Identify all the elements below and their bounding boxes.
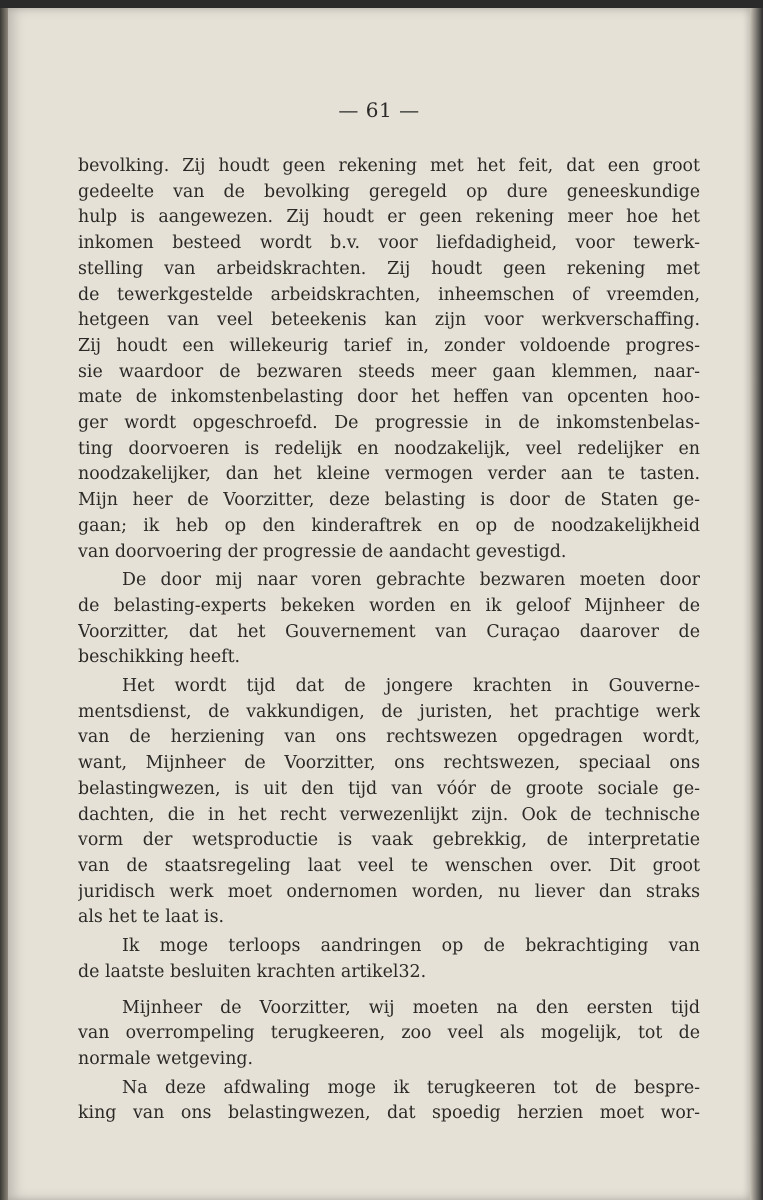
text-line: mate de inkomstenbelasting door het heffen van opcenten hoo- xyxy=(78,387,700,408)
text-line: gedeelte van de bevolking geregeld op dure geneeskundige xyxy=(78,181,700,202)
text-line: Na deze afdwaling moge ik terugkeeren tot de bespre- xyxy=(122,1077,700,1098)
text-line: van doorvoering der progressie de aandacht gevestigd. xyxy=(78,541,567,562)
text-line: van de herziening van ons rechtswezen opgedragen wordt, xyxy=(78,727,700,748)
text-line: Zij houdt een willekeurig tarief in, zonder voldoende progres- xyxy=(78,335,700,356)
text-line: de belasting-experts bekeken worden en ik geloof Mijnheer de xyxy=(78,595,700,616)
text-line: als het te laat is. xyxy=(78,907,225,928)
text-line: inkomen besteed wordt b.v. voor liefdadigheid, voor tewerk- xyxy=(78,233,700,254)
text-line: hetgeen van veel beteekenis kan zijn voor werkverschaffing. xyxy=(78,310,700,331)
text-line: van de staatsregeling laat veel te wenschen over. Dit groot xyxy=(78,855,700,876)
text-line: gaan; ik heb op den kinderaftrek en op de noodzakelijkheid xyxy=(78,515,700,536)
text-line: de laatste besluiten krachten artikel32. xyxy=(78,961,427,982)
text-line: mentsdienst, de vakkundigen, de juristen, het prachtige werk xyxy=(78,701,700,722)
paragraph xyxy=(78,674,700,931)
text-line: De door mij naar voren gebrachte bezwaren moeten door xyxy=(122,570,700,591)
text-line: ger wordt opgeschroefd. De progressie in de inkomstenbelas- xyxy=(78,413,700,434)
text-line: sie waardoor de bezwaren steeds meer gaan klemmen, naar- xyxy=(78,361,700,382)
text-line: want, Mijnheer de Voorzitter, ons rechtswezen, speciaal ons xyxy=(78,753,700,774)
paragraph xyxy=(78,934,700,985)
text-line: juridisch werk moet ondernomen worden, nu liever dan straks xyxy=(78,881,700,902)
text-line: Voorzitter, dat het Gouvernement van Curaçao daarover de xyxy=(78,621,700,642)
text-line: beschikking heeft. xyxy=(78,647,241,668)
text-line: dachten, die in het recht verwezenlijkt zijn. Ook de technische xyxy=(78,804,700,825)
book-spine xyxy=(0,8,8,1200)
text-line: noodzakelijker, dan het kleine vermogen verder aan te tasten. xyxy=(78,464,700,485)
text-line: de tewerkgestelde arbeidskrachten, inheemschen of vreemden, xyxy=(78,284,700,305)
page-edge-shadow xyxy=(750,8,763,1200)
text-line: belastingwezen, is uit den tijd van vóór de groote sociale ge- xyxy=(78,778,700,799)
book-page xyxy=(8,8,750,1200)
paragraph xyxy=(78,568,700,671)
text-line: Mijn heer de Voorzitter, deze belasting is door de Staten ge- xyxy=(78,490,700,511)
page-number: — 61 — xyxy=(338,98,420,122)
text-line: hulp is aangewezen. Zij houdt er geen rekening meer hoe het xyxy=(78,207,700,228)
paragraph xyxy=(78,1076,700,1127)
text-line: ting doorvoeren is redelijk en noodzakelijk, veel redelijker en xyxy=(78,438,700,459)
text-line: king van ons belastingwezen, dat spoedig herzien moet wor- xyxy=(78,1103,700,1124)
text-line: stelling van arbeidskrachten. Zij houdt geen rekening met xyxy=(78,258,700,279)
text-line: Mijnheer de Voorzitter, wij moeten na den eersten tijd xyxy=(122,997,700,1018)
paragraph xyxy=(78,154,700,565)
body-text xyxy=(78,154,700,1127)
text-line: Ik moge terloops aandringen op de bekrachtiging van xyxy=(122,936,700,957)
text-line: van overrompeling terugkeeren, zoo veel als mogelijk, tot de xyxy=(78,1023,700,1044)
text-line: Het wordt tijd dat de jongere krachten in Gouverne- xyxy=(122,676,700,697)
paragraph xyxy=(78,996,700,1073)
text-line: bevolking. Zij houdt geen rekening met het feit, dat een groot xyxy=(78,156,700,176)
text-line: vorm der wetsproductie is vaak gebrekkig, de interpretatie xyxy=(78,830,700,851)
text-line: normale wetgeving. xyxy=(78,1048,254,1069)
